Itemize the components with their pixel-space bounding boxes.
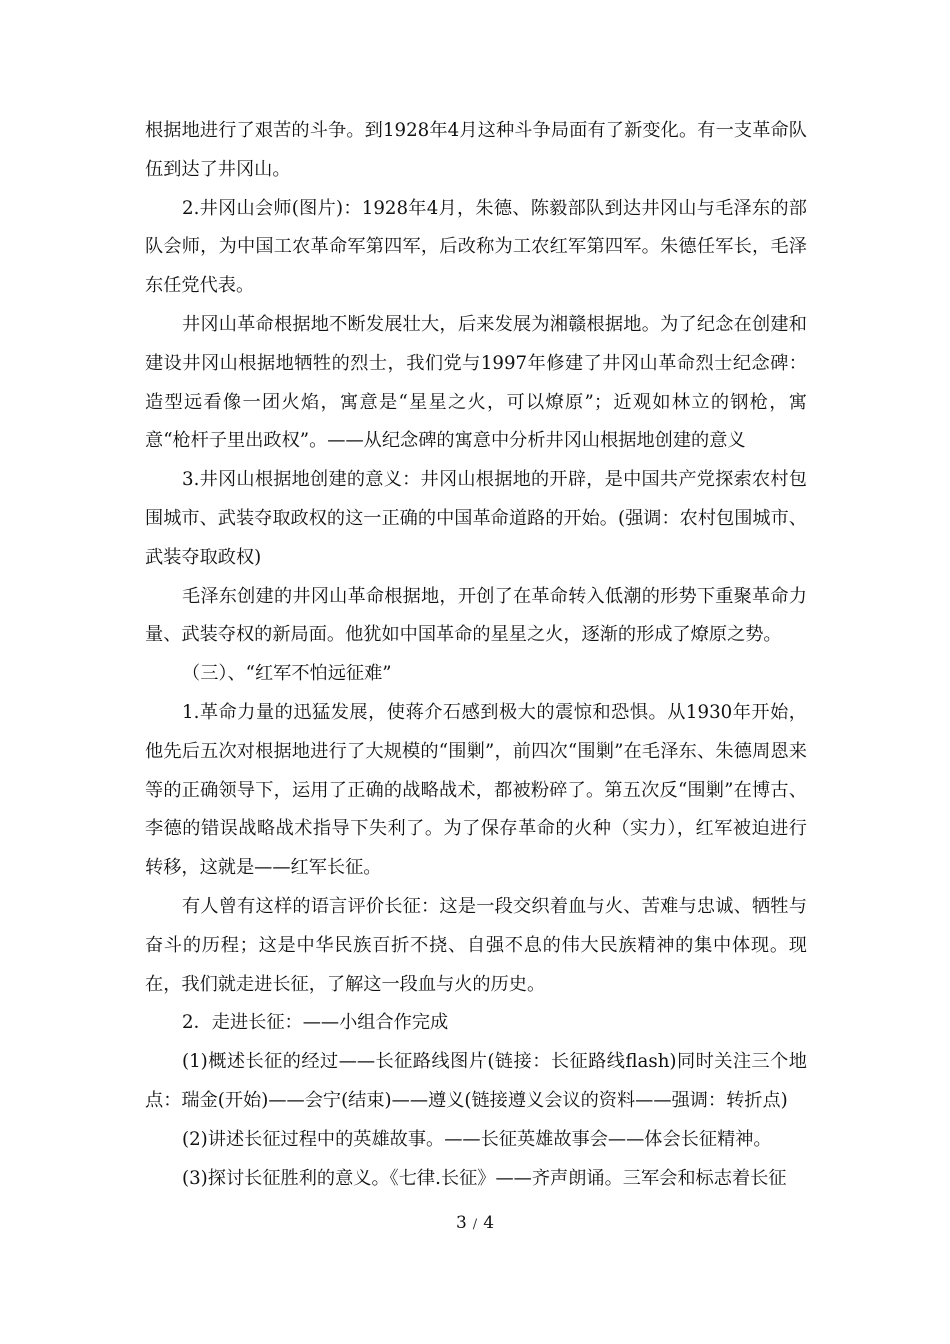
document-body bbox=[145, 112, 807, 1198]
page-current: 3 bbox=[455, 1213, 467, 1233]
paragraph-2: 2.井冈山会师(图片)：1928年4月，朱德、陈毅部队到达井冈山与毛泽东的部队会师，为中国工农革命军第四军，后改称为工农红军第四军。朱德任军长，毛泽东任党代表。 bbox=[145, 197, 807, 297]
paragraph-5: 毛泽东创建的井冈山革命根据地，开创了在革命转入低潮的形势下重聚革命力量、武装夺权的新局面。他犹如中国革命的星星之火，逐渐的形成了燎原之势。 bbox=[145, 585, 807, 646]
paragraph-11: (2)讲述长征过程中的英雄故事。——长征英雄故事会——体会长征精神。 bbox=[182, 1128, 772, 1150]
paragraph-10: (1)概述长征的经过——长征路线图片(链接：长征路线flash)同时关注三个地点：瑞金(开始)——会宁(结束)——遵义(链接遵义会议的资料——强调：转折点) bbox=[145, 1051, 807, 1111]
page-number bbox=[0, 1211, 950, 1237]
page-separator: / bbox=[472, 1217, 478, 1232]
paragraph-7: 1.革命力量的迅猛发展，使蒋介石感到极大的震惊和恐惧。从1930年开始，他先后五次对根据地进行了大规模的“围剿”，前四次“围剿”在毛泽东、朱德周恩来等的正确领导下，运用了正确的战略战术，都被粉碎了。第五次反“围剿”在博古、李德的错误战略战术指导下失利了。为了保存革命的火种（实力），红军被迫进行转移，这就是——红军长征。 bbox=[145, 701, 807, 879]
paragraph-4: 3.井冈山根据地创建的意义：井冈山根据地的开辟，是中国共产党探索农村包围城市、武装夺取政权的这一正确的中国革命道路的开始。(强调：农村包围城市、武装夺取政权) bbox=[145, 469, 807, 568]
page-total: 4 bbox=[483, 1213, 495, 1233]
paragraph-9: 2．走进长征：——小组合作完成 bbox=[182, 1012, 449, 1034]
section-heading: （三）、“红军不怕远征难” bbox=[182, 663, 392, 685]
paragraph-3: 井冈山革命根据地不断发展壮大，后来发展为湘赣根据地。为了纪念在创建和建设井冈山根据地牺牲的烈士，我们党与1997年修建了井冈山革命烈士纪念碑：造型远看像一团火焰，寓意是“星星之火，可以燎原”；近观如林立的钢枪，寓意“枪杆子里出政权”。——从纪念碑的寓意中分析井冈山根据地创建的意义 bbox=[145, 313, 807, 452]
paragraph-1: 根据地进行了艰苦的斗争。到1928年4月这种斗争局面有了新变化。有一支革命队伍到达了井冈山。 bbox=[145, 120, 807, 180]
paragraph-12: (3)探讨长征胜利的意义。《七律.长征》——齐声朗诵。三军会和标志着长征 bbox=[182, 1167, 787, 1189]
paragraph-8: 有人曾有这样的语言评价长征：这是一段交织着血与火、苦难与忠诚、牺牲与奋斗的历程；这是中华民族百折不挠、自强不息的伟大民族精神的集中体现。现在，我们就走进长征，了解这一段血与火的历史。 bbox=[145, 895, 807, 995]
